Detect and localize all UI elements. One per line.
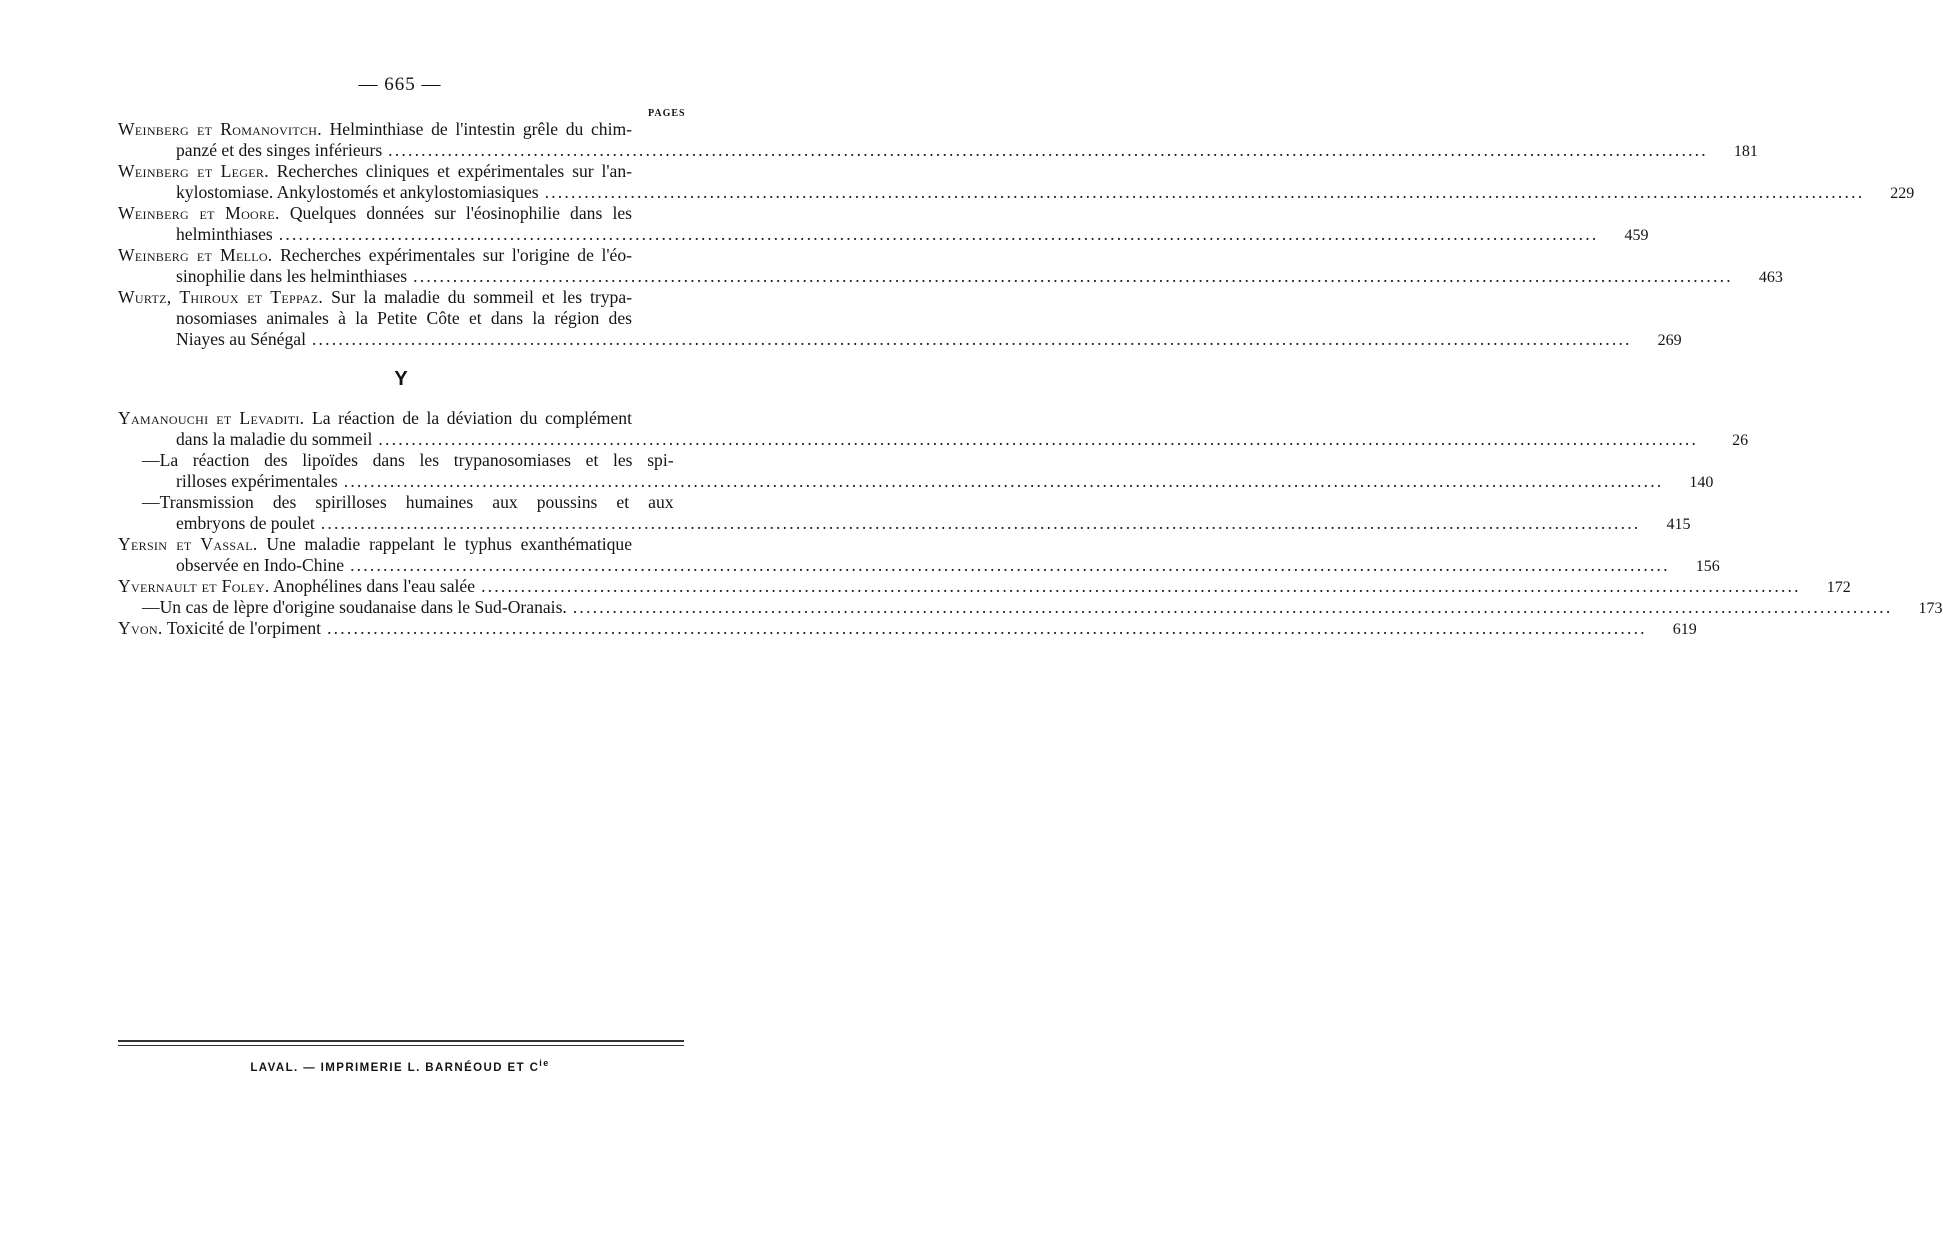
entry-text	[118, 618, 321, 639]
page-reference: 459	[1624, 227, 1649, 244]
entry-title: Transmission des spirilloses humaines aux poussins et aux	[159, 492, 674, 512]
entry-title: Une maladie rappelant le typhus exanthématique	[257, 534, 632, 554]
dot-leader: ........................................................................................................................................................................................................	[481, 576, 1801, 596]
entry-title: rilloses expérimentales	[176, 471, 338, 491]
entry-title: La réaction de la déviation du complément	[304, 408, 632, 428]
entry-text	[176, 224, 273, 245]
index-entry	[118, 618, 1697, 639]
entry-text	[118, 287, 632, 308]
index-entry	[118, 161, 1915, 203]
page-reference: 415	[1666, 516, 1691, 533]
entry-authors: Yvernault et Foley.	[118, 576, 270, 596]
index-entry	[118, 450, 1714, 492]
entry-line	[118, 597, 1943, 618]
entry-authors: Wurtz, Thiroux et Teppaz.	[118, 287, 324, 307]
entry-line	[118, 429, 1749, 450]
printer-imprint-superscript: ie	[539, 1058, 550, 1068]
entry-title: Toxicité de l'orpiment	[162, 618, 322, 638]
entry-text	[176, 266, 407, 287]
entry-authors: Weinberg et Moore.	[118, 203, 280, 223]
pages-column-label: PAGES	[648, 108, 686, 119]
ditto-dash: —	[142, 492, 160, 512]
entry-line	[118, 408, 684, 429]
entry-title: Un cas de lèpre d'origine soudanaise dans le Sud-Oranais.	[159, 597, 567, 617]
section-y	[118, 408, 1943, 639]
index-entry	[118, 119, 1758, 161]
page-reference: 140	[1689, 474, 1714, 491]
index-entries	[118, 119, 1943, 639]
entry-authors: Weinberg et Leger.	[118, 161, 269, 181]
entry-text	[118, 245, 632, 266]
entry-title: Anophélines dans l'eau salée	[269, 576, 476, 596]
index-entry	[118, 534, 1720, 576]
entry-text	[118, 576, 475, 597]
dot-leader: ........................................................................................................................................................................................................	[320, 513, 1641, 533]
entry-authors: Weinberg et Mello.	[118, 245, 273, 265]
entry-line	[118, 534, 684, 555]
page-number: — 665 —	[358, 74, 442, 95]
entry-line	[118, 287, 684, 308]
entry-line	[118, 119, 684, 140]
entry-line	[118, 492, 684, 513]
dot-leader: ........................................................................................................................................................................................................	[378, 429, 1699, 449]
entry-text	[118, 203, 632, 224]
entry-title: helminthiases	[176, 224, 273, 244]
page-reference: 26	[1732, 432, 1749, 449]
entry-line	[118, 618, 1697, 639]
printer-imprint-text: LAVAL. — IMPRIMERIE L. BARNÉOUD ET C	[250, 1061, 540, 1074]
entry-title: Niayes au Sénégal	[176, 329, 306, 349]
entry-line	[118, 308, 684, 329]
entry-title: Sur la maladie du sommeil et les trypa-	[323, 287, 632, 307]
entry-text	[118, 408, 632, 429]
dot-leader: ........................................................................................................................................................................................................	[350, 555, 1670, 575]
entry-text	[160, 450, 674, 471]
section-w	[118, 119, 1915, 350]
entry-text	[160, 597, 567, 618]
entry-title: observée en Indo-Chine	[176, 555, 345, 575]
entry-title: panzé et des singes inférieurs	[176, 140, 383, 160]
dot-leader: ........................................................................................................................................................................................................	[343, 471, 1664, 491]
entry-line	[118, 140, 1758, 161]
entry-authors: Yamanouchi et Levaditi.	[118, 408, 305, 428]
entry-line	[118, 513, 1691, 534]
entry-line	[118, 182, 1915, 203]
entry-text	[176, 513, 315, 534]
entry-title: Helminthiase de l'intestin grêle du chim-	[321, 119, 633, 139]
entry-title: Recherches cliniques et expérimentales sur l'an-	[268, 161, 633, 181]
entry-title: embryons de poulet	[176, 513, 315, 533]
entry-text	[176, 140, 382, 161]
entry-authors: Yersin et Vassal.	[118, 534, 258, 554]
entry-authors: Yvon.	[118, 618, 163, 638]
entry-text	[176, 308, 632, 329]
index-entry	[118, 576, 1851, 597]
page-reference: 172	[1826, 579, 1851, 596]
ditto-dash: —	[142, 597, 160, 617]
page-reference: 619	[1672, 621, 1697, 638]
page-reference: 181	[1733, 143, 1758, 160]
entry-line	[118, 471, 1714, 492]
page-reference: 463	[1758, 269, 1783, 286]
entry-line	[118, 224, 1649, 245]
printer-imprint	[0, 1058, 800, 1074]
footer-rule-thick	[118, 1040, 684, 1042]
dot-leader: ........................................................................................................................................................................................................	[311, 329, 1632, 349]
entry-text	[176, 429, 372, 450]
dot-leader: ........................................................................................................................................................................................................	[388, 140, 1708, 160]
entry-line	[118, 576, 1851, 597]
dot-leader: ........................................................................................................................................................................................................	[327, 618, 1647, 638]
page-reference: 269	[1657, 332, 1682, 349]
entry-title: dans la maladie du sommeil	[176, 429, 373, 449]
dot-leader: ........................................................................................................................................................................................................	[572, 597, 1893, 617]
entry-text	[176, 329, 306, 350]
entry-text	[118, 161, 632, 182]
index-entry	[118, 245, 1783, 287]
entry-title: sinophilie dans les helminthiases	[176, 266, 408, 286]
index-entry	[118, 492, 1691, 534]
entry-title: Quelques données sur l'éosinophilie dans les	[279, 203, 632, 223]
entry-line	[118, 245, 684, 266]
dot-leader: ........................................................................................................................................................................................................	[278, 224, 1599, 244]
entry-title: nosomiases animales à la Petite Côte et dans la région des	[176, 308, 632, 328]
entry-text	[118, 534, 632, 555]
page-reference: 156	[1695, 558, 1720, 575]
ditto-dash: —	[142, 450, 160, 470]
index-entry	[118, 203, 1649, 245]
dot-leader: ........................................................................................................................................................................................................	[544, 182, 1865, 202]
entry-authors: Weinberg et Romanovitch.	[118, 119, 322, 139]
entry-title: kylostomiase. Ankylostomés et ankylostomiasiques	[176, 182, 539, 202]
page-reference: 173	[1918, 600, 1943, 617]
entry-line	[118, 161, 684, 182]
page-reference: 229	[1890, 185, 1915, 202]
entry-line	[118, 329, 1682, 350]
index-entry	[118, 287, 1682, 350]
footer-rule-thin	[118, 1045, 684, 1046]
entry-line	[118, 266, 1783, 287]
entry-text	[118, 119, 632, 140]
dot-leader: ........................................................................................................................................................................................................	[413, 266, 1733, 286]
entry-title: Recherches expérimentales sur l'origine de l'éo-	[272, 245, 632, 265]
entry-text	[176, 182, 539, 203]
letter-heading-y: Y	[394, 368, 408, 390]
entry-title: La réaction des lipoïdes dans les trypanosomiases et les spi-	[159, 450, 674, 470]
entry-line	[118, 450, 684, 471]
entry-text	[176, 555, 344, 576]
entry-text	[160, 492, 674, 513]
index-entry	[118, 597, 1943, 618]
entry-line	[118, 555, 1720, 576]
index-entry	[118, 408, 1749, 450]
entry-text	[176, 471, 338, 492]
entry-line	[118, 203, 684, 224]
